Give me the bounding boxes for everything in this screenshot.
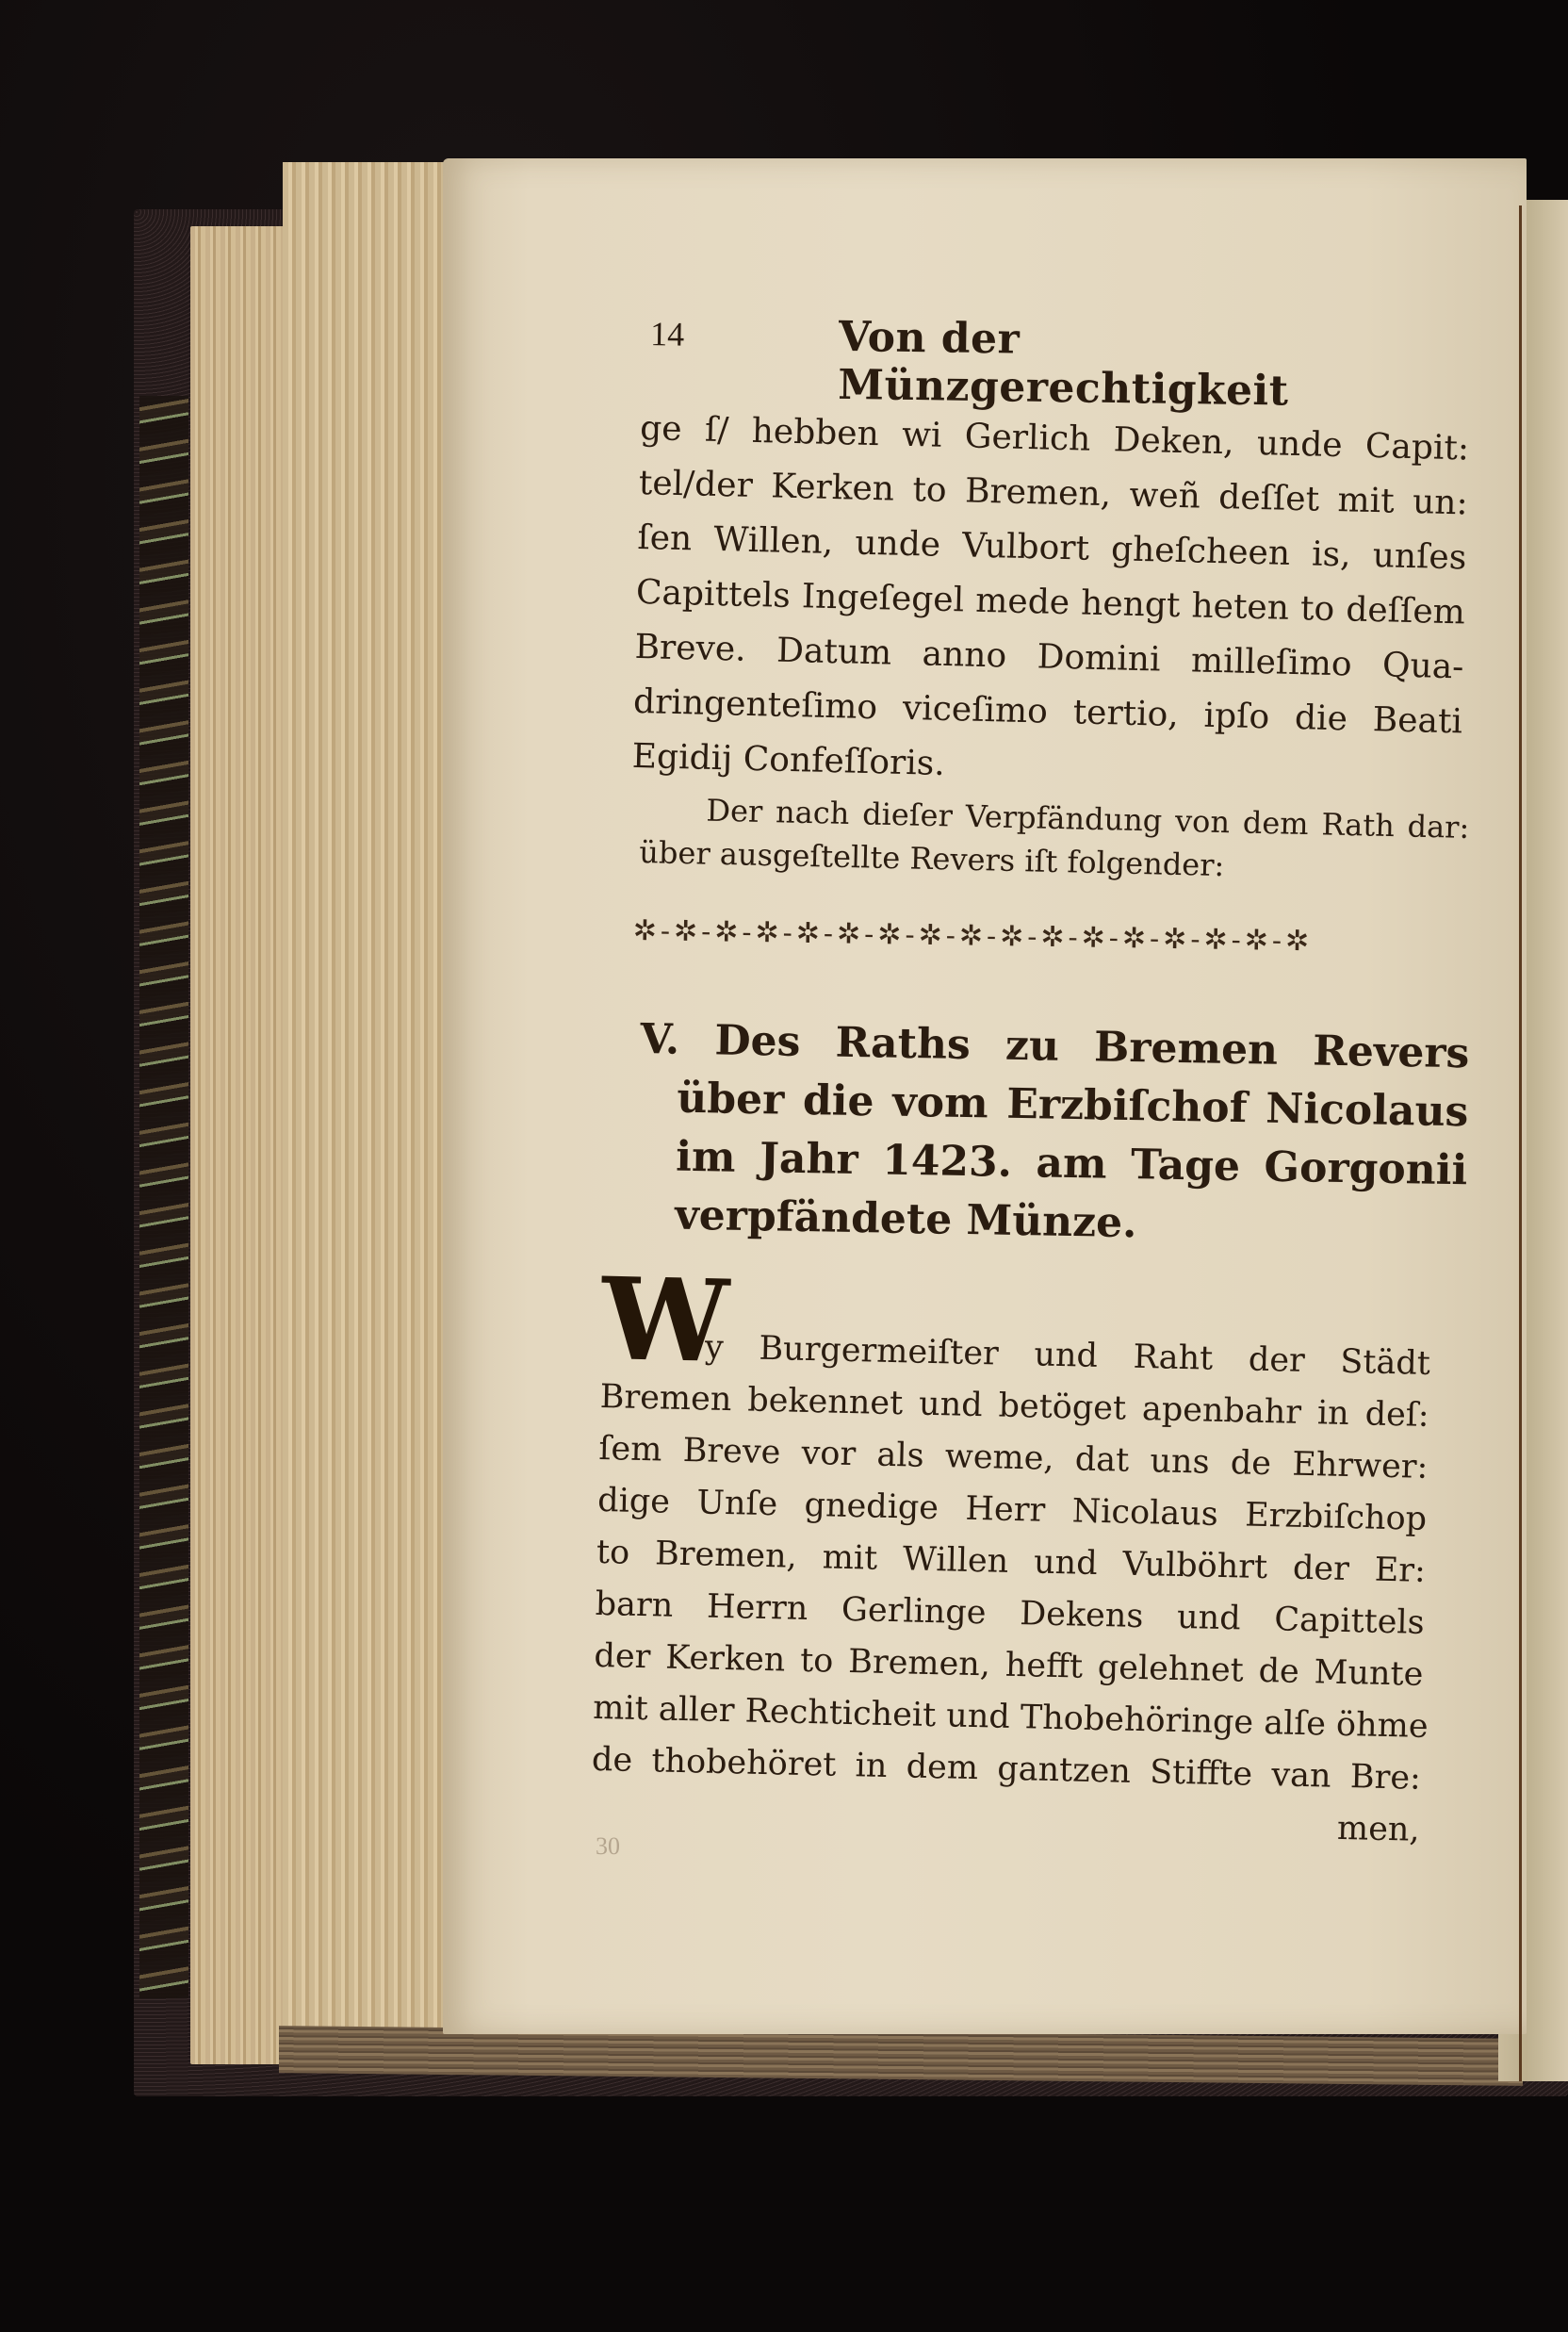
text-line: y Burgermeiſter und Raht der Städt [704,1328,1431,1383]
text-line: de thobehöret in dem gantzen Stiffte van Bre: [591,1740,1422,1798]
text-line: Bremen bekennet und betöget apenbahr in deſ: [599,1377,1430,1435]
text-line: Der nach dieſer Verpfändung von dem Rath dar: [706,792,1470,846]
text-line: ſem Breve vor als weme, dat uns de Ehrwer: [598,1429,1429,1486]
heading-line: im Jahr 1423. am Tage Gorgonii [675,1132,1468,1195]
gutter-line [1519,205,1522,2081]
text-line: tel/der Kerken to Bremen, weñ deſſet mit un: [638,463,1469,523]
page-number: 14 [649,315,685,353]
text-line: der Kerken to Bremen, hefft gelehnet de Munte [594,1636,1424,1694]
text-line: dige Unſe gnedige Herr Nicolaus Erzbiſchop [596,1481,1428,1538]
text-line: barn Herrn Gerlinge Dekens und Capittels [595,1585,1426,1642]
catchword: men, [1336,1809,1421,1849]
text-line: to Bremen, mit Willen und Vulböhrt der Er: [596,1533,1427,1590]
section-heading [637,1010,1470,1258]
text-line: Capittels Ingeſegel mede hengt heten to deſſem [635,572,1466,632]
text-line: mit aller Rechticheit und Thobehöringe alſe öhme [592,1688,1429,1746]
running-title: Von der Münzgerechtigkeit [838,312,1289,416]
ornamental-divider: ✲-✲-✲-✲-✲-✲-✲-✲-✲-✲-✲-✲-✲-✲-✲-✲-✲ [632,914,1314,959]
page-block-edges [190,226,294,2064]
heading-line: über die vom Erzbiſchof Nicolaus [676,1074,1469,1137]
page-stack-edges [283,162,452,2047]
text-line: über ausgeſtellte Revers iſt folgender: [639,833,1225,884]
running-head [641,306,1320,416]
heading-line: verpfändete Münze. [674,1191,1137,1248]
text-line: ge ſ/ hebben wi Gerlich Deken, unde Capit: [639,408,1470,468]
text-line: ſen Willen, unde Vulbort gheſcheen is, unſes [636,517,1467,578]
text-line: Breve. Datum anno Domini milleſimo Qua- [634,627,1464,687]
text-line: Egidij Confeſſoris. [631,736,946,783]
heading-line: V. Des Raths zu Bremen Revers [640,1014,1470,1078]
paragraph-3 [590,1253,1432,1857]
drop-cap: W [600,1253,730,1389]
faint-show-through-mark: 30 [596,1832,620,1860]
text-line: dringenteſimo viceſimo tertio, ipſo die Beati [632,682,1463,742]
marbled-endpaper [139,396,188,1998]
paragraph-1 [631,402,1470,804]
